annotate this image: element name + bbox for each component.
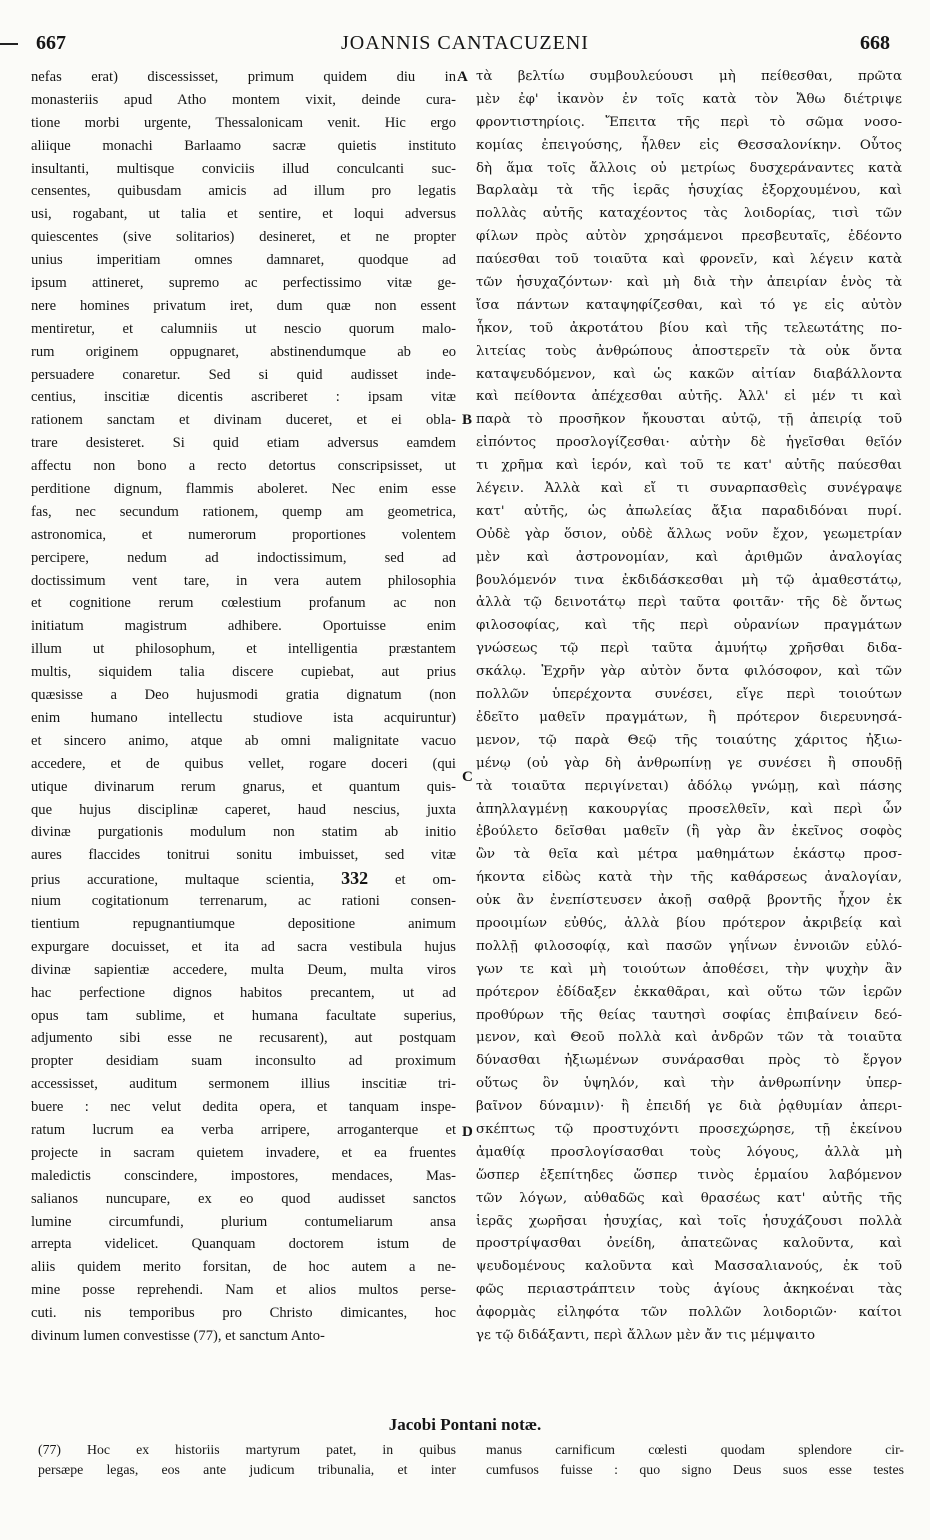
latin-text-line: aliique monachi Barlaamo sacræ quietis instituto <box>31 137 456 154</box>
greek-text-line: βαῖνον δύναμιν)· ἢ ἐπειδή γε διὰ ῥᾳθυμίαν ἀπερι- <box>476 1099 902 1115</box>
greek-text-line: παύεσθαι τοῦ τοιαῦτα καὶ φρονεῖν, καὶ λέγειν κατὰ <box>476 252 902 268</box>
greek-column <box>476 66 902 1348</box>
latin-text-line: persuadere conaretur. Sed si quid audisset inde- <box>31 366 456 383</box>
latin-text-line: lumine circumfundi, plurium contumeliarum ansa <box>31 1213 456 1230</box>
greek-text-line: γε τῷ διδάξαντι, περὶ ἄλλων μὲν ἄν τις μέμψαιτο <box>476 1327 816 1343</box>
greek-text-line: πολλῇ φιλοσοφίᾳ, καὶ πασῶν γηΐνων ἐννοιῶν εὐλό- <box>476 938 902 954</box>
greek-text-line: παρὰ τὸ προσῆκον ἤκουσται αὐτῷ, τῇ ἀπειρίᾳ τοῦ <box>476 412 902 428</box>
latin-text-line <box>31 867 456 890</box>
greek-text-line: φῶς περιαστράπτειν τοὺς ἁγίους ἀκηκοέναι τὰς <box>476 1282 902 1298</box>
latin-text-line: nere homines privatum iret, dum quæ non essent <box>31 297 456 314</box>
latin-text-line: percipere, nedum ad indoctissimum, sed ad <box>31 549 456 566</box>
greek-text-line: φροντιστηρίοις. Ἔπειτα τῆς περὶ τὸ σῶμα νοσο- <box>476 114 902 130</box>
footnote-right-column <box>486 1440 904 1480</box>
latin-text-line: adjumento sibi esse ne recusarent), aut postquam <box>31 1030 456 1047</box>
footnote-line: cumfusos fuisse : quo signo Deus suos esse testes <box>486 1462 904 1477</box>
greek-text-line: δὴ ἅμα τοῖς ἄλλοις οὐ μετρίως δυσχεράναντες κατὰ <box>476 160 902 176</box>
latin-text-line: trare desisteret. Si quid etiam adversus eamdem <box>31 435 456 452</box>
greek-text-line: προστρίψασθαι ὀνείδη, ἀπατεῶνας καλοῦντα, καὶ <box>476 1236 902 1252</box>
latin-text-line: nium cogitationum terrenarum, ac rationi consen- <box>31 893 456 910</box>
greek-text-line: ἐδεῖτο μαθεῖν πραγμάτων, ἢ πρότερον διερευνησά- <box>476 709 902 725</box>
greek-text-line: πρότερον ἐδίδαξεν ἐκκαθᾶραι, καὶ οὕτω τῶν ἱερῶν <box>476 984 902 1000</box>
latin-text-line: quæsisse a Deo hujusmodi gratia dignatum (non <box>31 687 456 704</box>
latin-text-line: cuti. nis temporibus pro Christo dimicantes, hoc <box>31 1305 456 1322</box>
latin-text-line: opus tam sublime, et humana facultate superius, <box>31 1007 456 1024</box>
latin-text-line: fas, nec secundum rationem, quemp am geometrica, <box>31 503 456 520</box>
greek-text-line: λιτείας τοὺς ἀνθρώπους ἀποστερεῖν τὰ οὐκ ὄντα <box>476 343 902 359</box>
latin-text-line: astronomica, et numerorum proportiones volentem <box>31 526 456 543</box>
greek-text-line: ἱερᾶς χωρῆσαι ἡσυχίας, καὶ τοῖς ἡσυχάζουσι πολλὰ <box>476 1213 902 1229</box>
page-number-left: 667 <box>36 32 66 54</box>
latin-text-line: affectu non bono a recto detortus conscripsisset, ut <box>31 458 456 475</box>
latin-text-line: mine posse reprehendi. Nam et alios multos perse- <box>31 1282 456 1299</box>
footnote-line: manus carnificum cœlesti quodam splendore cir- <box>486 1442 904 1457</box>
greek-text-line: καταψευδόμενον, καὶ ὡς κακῶν αἰτίαν διαβάλλοντα <box>476 366 902 382</box>
greek-text-line: πολλῶν ὑπερέχοντα συνέσει, εἴγε περὶ τοιούτων <box>476 687 902 703</box>
latin-text-line: nefas erat) discessisset, primum quidem diu in <box>31 69 456 85</box>
latin-text-line: salianos nuncupare, ex eo quod audisset sanctos <box>31 1190 456 1207</box>
footnote-line: (77) Hoc ex historiis martyrum patet, in quibus <box>38 1442 456 1457</box>
latin-text-line: doctissimum vent tare, in vera autem philosophia <box>31 572 456 589</box>
greek-text-line: μὲν καὶ ἀστρονομίαν, καὶ ἀριθμῶν ἀναλογίας <box>476 549 902 565</box>
latin-text-line: usi, rogabant, ut talia et sentire, et loqui adversus <box>31 206 456 223</box>
latin-text-line: propter desidiam suam inconsulto ad proximum <box>31 1053 456 1070</box>
greek-text-line: ἀμαθίᾳ προσλογίσασθαι τοὺς λόγους, ἀλλὰ μὴ <box>476 1144 902 1160</box>
page-header <box>0 32 930 62</box>
latin-text-line: ipsum attineret, supremo ac perfectissimo vitæ ge- <box>31 275 456 292</box>
latin-text-line: aliis quidem merito forsitan, de hoc autem a ne- <box>31 1259 456 1276</box>
notes-title: Jacobi Pontani notæ. <box>388 1415 542 1434</box>
margin-marker-a: A <box>457 69 468 85</box>
latin-text-line: accessisset, auditum sermonem illius inscitiæ tri- <box>31 1076 456 1093</box>
latin-text-line: aures flaccides tonitrui sonitu imbuisset, sed vitæ <box>31 847 456 864</box>
greek-text-line: ἧκον, τοῦ ἀκροτάτου βίου καὶ τῆς τελεωτάτης πο- <box>476 320 902 336</box>
latin-text-line: centius, inscitiæ dicentis ascriberet : ipsam vitæ <box>31 389 456 406</box>
latin-text-line: perditione dignum, flammis aboleret. Nec enim esse <box>31 481 456 498</box>
margin-marker-b: B <box>462 412 473 428</box>
greek-text-line: ἀλλὰ τῷ δεινοτάτῳ περὶ ταῦτα φοιτᾶν· τῆς δὲ ὄντως <box>476 595 902 611</box>
greek-text-line: ὢν τὰ θεῖα καὶ μέτρα μαθημάτων ἑκάστῳ προσ- <box>476 847 902 863</box>
latin-text-line: buere : nec velut dedita opera, et tanquam inspe- <box>31 1099 456 1116</box>
latin-text-line: quiescentes (sive solitarios) desineret, et ne propter <box>31 229 456 246</box>
latin-text-line: expurgare docuisset, et ita ad sacra vestibula hujus <box>31 938 456 955</box>
greek-text-line: ὥσπερ ἐξεπίτηδες ὥσπερ τινὸς ἑρμαίου λαβόμενον <box>476 1167 902 1183</box>
greek-text-line: ήκοντα εἰδὼς κατὰ τὴν τῆς καθάρσεως ἀναλογίαν, <box>476 870 902 886</box>
latin-text-line: unius imperitiam omnes damnaret, quodque ad <box>31 252 456 269</box>
latin-text-line: illum ut philosophum, et intelligentia præstantem <box>31 641 456 658</box>
latin-text-line: accedere, et de quibus vellet, rogare doceri (qui <box>31 755 456 772</box>
latin-text-line: que hujus disciplinæ caperet, haud nescius, juxta <box>31 801 456 818</box>
latin-text-line: initiatum magistrum adhibere. Oportuisse enim <box>31 618 456 635</box>
greek-text-line: ἀπηλλαγμένῃ κακουργίας προσελθεῖν, καὶ περὶ ὧν <box>476 801 902 817</box>
greek-text-line: μένῳ (οὐ γὰρ δὴ ἀνθρωπίνῃ γε συνέσει ἢ σπουδῇ <box>476 755 902 771</box>
latin-text-line: et cognitione rerum cœlestium profanum ac non <box>31 595 456 612</box>
greek-text-line: σκέπτως τῷ προστυχόντι προσεχώρησε, τῇ ἐκείνου <box>476 1121 902 1137</box>
greek-text-line: τι χρῆμα καὶ ἱερόν, καὶ τοῦ τε κατ' αὐτῆς παύεσθαι <box>476 458 902 474</box>
greek-text-line: μενον, τῷ παρὰ Θεῷ τῆς τοιαύτης χάριτος ἠξιω- <box>476 732 902 748</box>
latin-text-line: arrepta videlicet. Quanquam doctorem istum de <box>31 1236 456 1253</box>
greek-text-line: πολλὰς αὐτῆς καταχέοντος τὰς λοιδορίας, τισὶ τῶν <box>476 206 902 222</box>
greek-text-line: ἀφορμὰς εἰληφότα τῶν πολλῶν λοιδοριῶν· καίτοι <box>476 1305 902 1321</box>
latin-text-line: mentiretur, et calumniis ut nescio quorum malo- <box>31 320 456 337</box>
greek-text-line: προθύρων τῆς θείας ταυτησὶ σοφίας ἐπιβαίνειν δεό- <box>476 1007 902 1023</box>
greek-text-line: καὶ πείθοντα ἀπέχεσθαι αὐτῆς. Ἀλλ' εἰ μέν τι καὶ <box>476 389 902 405</box>
greek-text-line: φίλων πρὸς αὐτὸν χρησάμενοι πρεσβευταῖς, ἐδέοντο <box>476 229 902 245</box>
latin-text-line: multis, siquidem talia discere cupiebat, aut prius <box>31 664 456 681</box>
latin-text-line: divinum lumen convestisse (77), et sanctum Anto- <box>31 1327 325 1344</box>
text-segment: prius accuratione, multaque scientia, <box>31 872 342 889</box>
latin-text-line: divinæ sapientiæ accedere, multa Deum, multa viros <box>31 961 456 978</box>
greek-text-line: φιλοσοφίας, καὶ τῆς περὶ οὐρανίων πραγμάτων <box>476 618 902 634</box>
latin-text-line: censentes, quibusdam amicis ad illum pro legatis <box>31 183 456 200</box>
latin-text-line: hac perfectione dignos habitos precantem, ut ad <box>31 984 456 1001</box>
page-number-right: 668 <box>860 32 890 54</box>
latin-text-line: maledictis conscindere, impostores, mendaces, Mas- <box>31 1167 456 1184</box>
latin-text-line: rationem sanctam et divinam duceret, et ei obla- <box>31 412 456 429</box>
greek-text-line: σκάλῳ. Ἐχρῆν γὰρ αὐτὸν ὄντα φιλόσοφον, καὶ τῶν <box>476 664 902 680</box>
latin-text-line: enim humano intellectu studiove ista acquiruntur) <box>31 709 456 726</box>
greek-text-line: κατ' αὐτῆς, ὡς ἀπωλείας ἄξια παραδιδόναι πυρί. <box>476 503 902 519</box>
footnote-left-column <box>38 1440 456 1480</box>
greek-text-line: οὐκ ἂν ἐνεπίστευσεν ἀκοῇ σαθρᾷ βροντῆς ἦχον ἐκ <box>476 893 902 909</box>
latin-text-line: ratum lucrum ea verba arripere, arroganterque et <box>31 1121 456 1138</box>
greek-text-line: εἰπόντος προσλογίζεσθαι· αὐτὴν δὲ ἡγεῖσθαι θεῖόν <box>476 435 902 451</box>
greek-text-line: προοιμίων εὐθύς, ἀλλὰ βίου πρότερον ἀκριβείᾳ καὶ <box>476 915 902 931</box>
greek-text-line: βουλόμενόν τινα ἐκδιδάσκεσθαι μὴ τῷ ἀμαθεστάτῳ, <box>476 572 902 588</box>
greek-text-line: δύνασθαι ἠξιωμένων συνάρασθαι πρὸς τὸ ἔργον <box>476 1053 902 1069</box>
greek-text-line: γων τε καὶ μὴ τοιούτων ἀποθέσει, τὴν ψυχὴν ἂν <box>476 961 902 977</box>
greek-text-line: τῶν λόγων, αὐθαδῶς καὶ θρασέως κατ' αὐτῆς τῆς <box>476 1190 902 1206</box>
latin-text-line: insultanti, multisque conviciis illud conculcanti suc- <box>31 160 456 177</box>
page-reference-number: 332 <box>341 868 369 889</box>
greek-text-line: ἴσα πάντων καταψηφίζεσθαι, καὶ τό γε εἰς αὐτὸν <box>476 297 902 313</box>
greek-text-line: μὲν ἐφ' ἱκανὸν ἐν τοῖς κατὰ τὸν Ἄθω διέτριψε <box>476 91 902 107</box>
latin-text-line: et sincero animo, atque ab omni malignitate vacuo <box>31 732 456 749</box>
greek-text-line: οὕτως ὂν ὑψηλόν, καὶ τὴν ἀνθρωπίνην ὑπερ- <box>476 1076 902 1092</box>
latin-text-line: monasteriis apud Atho montem vixit, deinde cura- <box>31 91 456 108</box>
greek-text-line: μενον, καὶ Θεοῦ πολλὰ καὶ ἀνδρῶν τῶν τὰ τοιαῦτα <box>476 1030 902 1046</box>
greek-text-line: Βαρλαὰμ τὰ τῆς ἱερᾶς ἡσυχίας ἐξορχουμένου, καὶ <box>476 183 902 199</box>
latin-text-line: projecte in sacram quietem invadere, et ea fruentes <box>31 1144 456 1161</box>
margin-marker-d: D <box>462 1124 473 1140</box>
latin-text-line: utique divinarum rerum gnarus, et quantum quis- <box>31 778 456 795</box>
greek-text-line: τῶν ἡσυχαζόντων· καὶ μὴ διὰ τὴν ἀπειρίαν ἑνὸς τὰ <box>476 275 902 291</box>
latin-column <box>31 66 456 1348</box>
margin-marker-c: C <box>462 769 473 785</box>
greek-text-line: τὰ βελτίω συμβουλεύουσι μὴ πείθεσθαι, πρῶτα <box>476 69 902 84</box>
greek-text-line: ἐβούλετο δεῖσθαι μαθεῖν (ἢ γὰρ ἂν ἐκεῖνος σοφὸς <box>476 824 902 840</box>
greek-text-line: τὰ τοιαῦτα περιγίνεται) ἀδόλῳ γνώμῃ, καὶ πάσης <box>476 778 902 794</box>
running-title: JOANNIS CANTACUZENI <box>341 32 589 54</box>
latin-text-line: rum originem oppugnaret, abstinendumque ab eo <box>31 343 456 360</box>
greek-text-line: λέγειν. Ἀλλὰ καὶ εἴ τι συναρπασθεὶς συνέγραψε <box>476 481 902 497</box>
greek-text-line: ψευδομένους καλοῦντα καὶ Μασσαλιανούς, ἐκ τοῦ <box>476 1259 902 1275</box>
latin-text-line: tientium repugnantiumque depositione animum <box>31 915 456 932</box>
latin-text-line: tione morbi urgente, Thessalonicam venit. Hic ergo <box>31 114 456 131</box>
footnote-line: persæpe legas, eos ante judicum tribunalia, et inter <box>38 1462 456 1477</box>
greek-text-line: κομίας ἐπειγούσης, ἦλθεν εἰς Θεσσαλονίκην. Οὗτος <box>476 137 902 153</box>
greek-text-line: γνώσεως τῷ περὶ ταῦτα ἀμυήτῳ χρῆσθαι διδα- <box>476 641 902 657</box>
greek-text-line: Οὐδὲ γὰρ ὅσιον, οὐδὲ ἄλλως νοῦν ἔχον, γεωμετρίαν <box>476 526 902 542</box>
latin-text-line: divinæ purgationis modulum non statim ab initio <box>31 824 456 841</box>
text-segment: et om- <box>368 872 456 889</box>
